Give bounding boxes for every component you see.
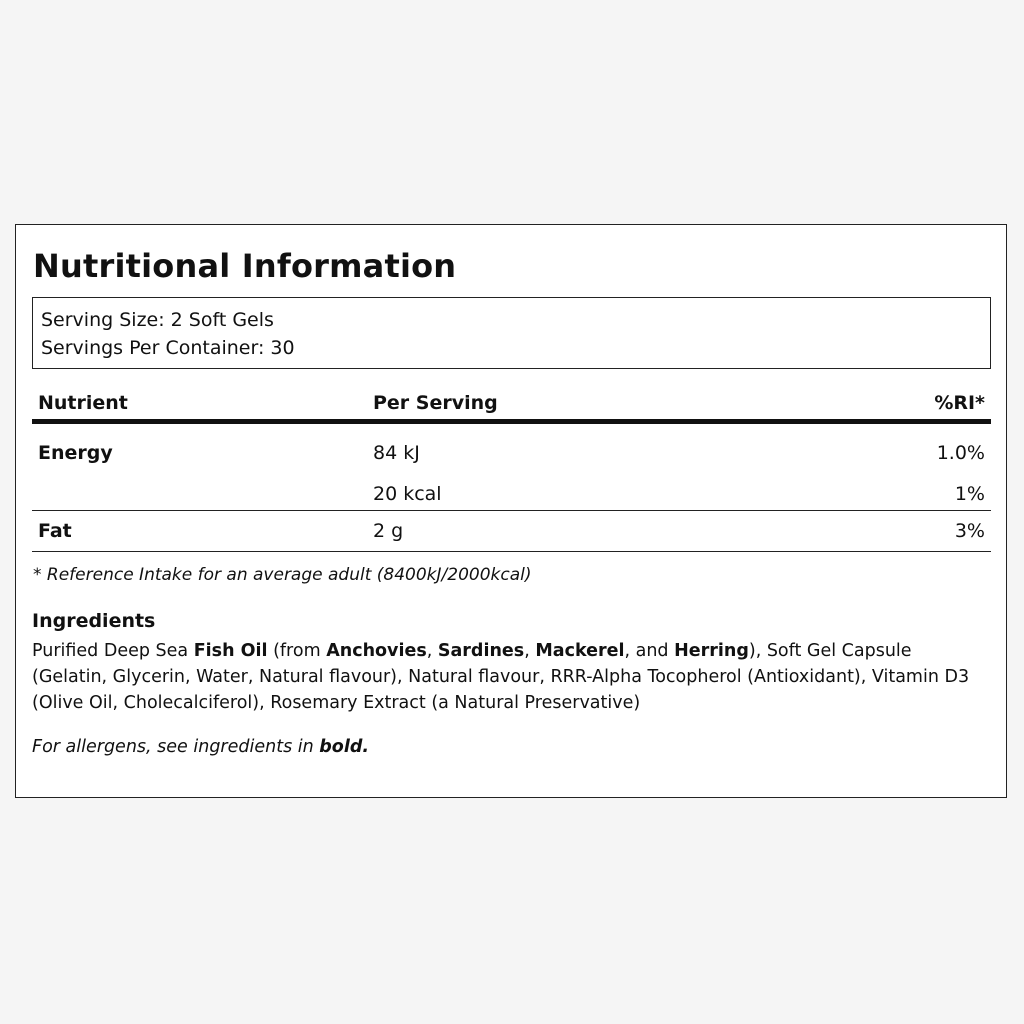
table-header-row — [32, 387, 991, 424]
allergen-mackerel: Mackerel — [535, 641, 625, 661]
allergen-note-bold: bold. — [319, 737, 370, 757]
nutrient-name: Energy — [38, 442, 113, 464]
ingredients-text: Purified Deep Sea — [32, 641, 194, 661]
allergen-herring: Herring — [674, 641, 749, 661]
servings-per-container: Servings Per Container: 30 — [41, 337, 295, 359]
ingredients-list — [32, 638, 991, 716]
nutrient-amount: 20 kcal — [373, 483, 442, 505]
nutrient-amount: 2 g — [373, 520, 404, 542]
nutrient-ri: 1.0% — [936, 442, 985, 464]
header-per-serving: Per Serving — [373, 392, 498, 414]
table-row — [32, 478, 991, 511]
reference-intake-note: * Reference Intake for an average adult (8400kJ/2000kcal) — [33, 565, 532, 585]
nutrient-ri: 3% — [954, 520, 985, 542]
allergen-fish-oil: Fish Oil — [193, 641, 268, 661]
header-ri: %RI* — [934, 392, 985, 414]
ingredients-heading: Ingredients — [32, 610, 156, 632]
header-nutrient: Nutrient — [38, 392, 128, 414]
ingredients-text: , and — [624, 641, 675, 661]
ingredients-text: , — [524, 641, 536, 661]
serving-info-box — [32, 297, 991, 369]
page-title: Nutritional Information — [33, 247, 457, 285]
nutrient-name: Fat — [38, 520, 72, 542]
allergen-note — [32, 734, 991, 760]
table-row — [32, 511, 991, 552]
nutrient-amount: 84 kJ — [373, 442, 420, 464]
allergen-sardines: Sardines — [437, 641, 525, 661]
allergen-anchovies: Anchovies — [326, 641, 427, 661]
ingredients-text: , — [426, 641, 438, 661]
nutrition-panel — [15, 224, 1007, 798]
ingredients-text: ), Soft Gel Capsule (Gelatin, Glycerin, Water, Natural flavour), Natural flavour, RRR-Alpha Tocopherol (Antioxidant), Vitamin D3 (Olive Oil, Cholecalciferol), Rosemary Extract (a Natural Preservative) — [32, 641, 970, 713]
ingredients-text: (from — [267, 641, 327, 661]
allergen-note-text: For allergens, see ingredients in — [32, 737, 320, 757]
table-row — [32, 424, 991, 478]
serving-size: Serving Size: 2 Soft Gels — [41, 309, 274, 331]
nutrient-ri: 1% — [954, 483, 985, 505]
nutrient-table — [32, 387, 991, 552]
